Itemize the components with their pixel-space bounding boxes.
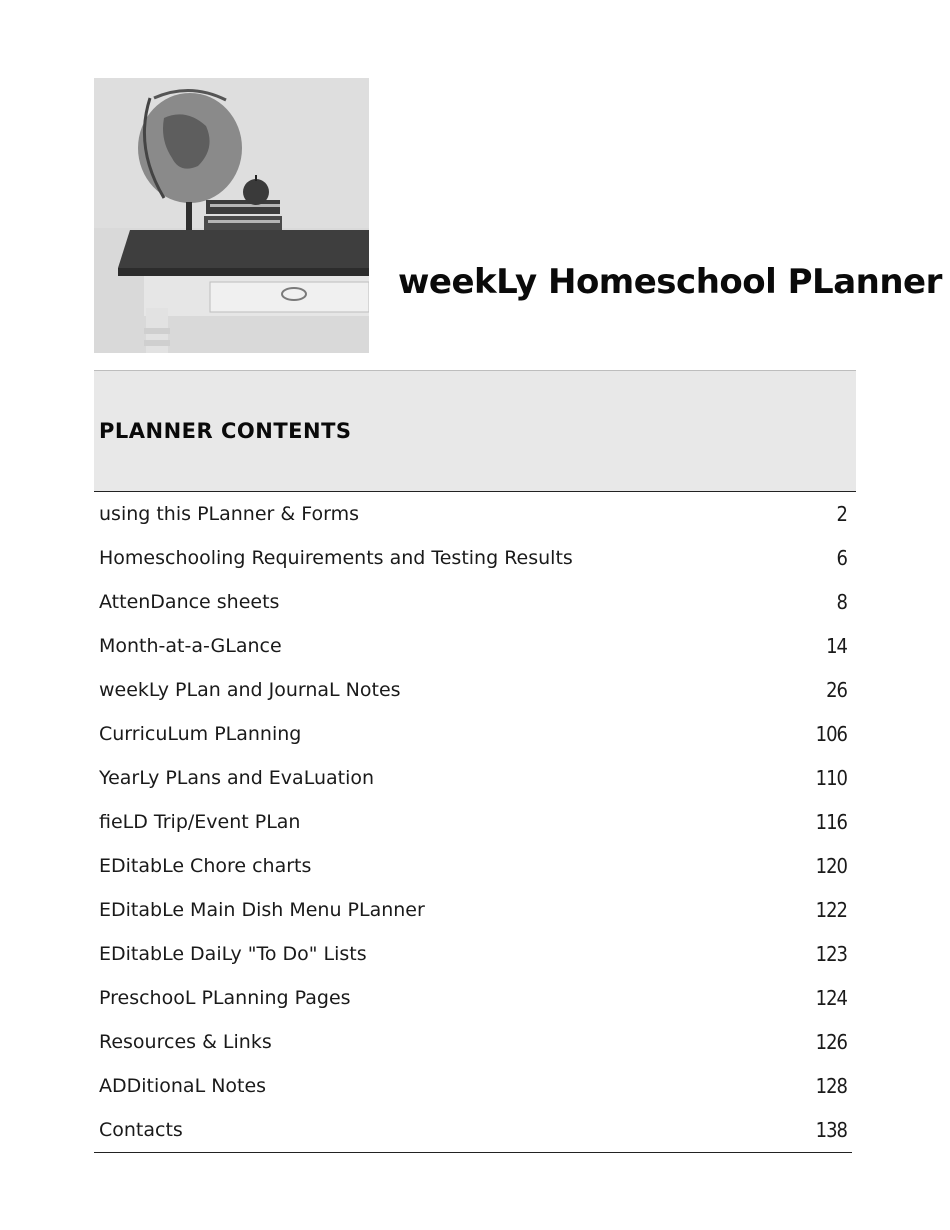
toc-entry[interactable] xyxy=(94,1108,852,1152)
toc-entry[interactable] xyxy=(94,624,852,668)
toc-entry-label: weekLy PLan and JournaL Notes xyxy=(99,679,401,701)
toc-entry-page: 14 xyxy=(826,634,847,658)
toc-entry[interactable] xyxy=(94,712,852,756)
toc-entry-page: 6 xyxy=(836,546,847,570)
toc-entry-label: Month-at-a-GLance xyxy=(99,635,282,657)
contents-header-band xyxy=(94,370,856,492)
toc-entry[interactable] xyxy=(94,932,852,976)
toc-entry-page: 124 xyxy=(815,986,847,1010)
toc-entry[interactable] xyxy=(94,800,852,844)
toc-entry-page: 26 xyxy=(826,678,847,702)
toc-entry-label: CurricuLum PLanning xyxy=(99,723,302,745)
toc-entry-page: 122 xyxy=(815,898,847,922)
toc-entry[interactable] xyxy=(94,1020,852,1064)
table-of-contents xyxy=(94,492,852,1153)
toc-entry[interactable] xyxy=(94,844,852,888)
toc-entry[interactable] xyxy=(94,1064,852,1108)
toc-entry-label: EDitabLe Main Dish Menu PLanner xyxy=(99,899,425,921)
cover-photo xyxy=(94,78,369,353)
toc-entry-page: 128 xyxy=(815,1074,847,1098)
toc-entry-page: 138 xyxy=(815,1118,847,1142)
toc-entry-page: 8 xyxy=(836,590,847,614)
page-title: weekLy Homeschool PLanner xyxy=(398,262,942,302)
toc-entry-page: 110 xyxy=(815,766,847,790)
toc-entry-label: AttenDance sheets xyxy=(99,591,280,613)
toc-entry-label: Contacts xyxy=(99,1119,183,1141)
globe-desk-photo-icon xyxy=(94,78,369,353)
toc-entry-label: EDitabLe DaiLy "To Do" Lists xyxy=(99,943,367,965)
contents-heading: PLANNER CONTENTS xyxy=(99,419,352,443)
toc-entry-label: using this PLanner & Forms xyxy=(99,503,359,525)
toc-entry-page: 126 xyxy=(815,1030,847,1054)
toc-entry[interactable] xyxy=(94,580,852,624)
toc-entry-page: 106 xyxy=(815,722,847,746)
toc-entry-page: 123 xyxy=(815,942,847,966)
toc-entry[interactable] xyxy=(94,976,852,1020)
toc-entry[interactable] xyxy=(94,888,852,932)
toc-entry-label: Homeschooling Requirements and Testing Results xyxy=(99,547,573,569)
toc-entry-page: 116 xyxy=(815,810,847,834)
toc-entry-label: YearLy PLans and EvaLuation xyxy=(99,767,375,789)
toc-entry[interactable] xyxy=(94,536,852,580)
toc-entry[interactable] xyxy=(94,756,852,800)
toc-entry-label: PreschooL PLanning Pages xyxy=(99,987,351,1009)
toc-entry-label: EDitabLe Chore charts xyxy=(99,855,312,877)
toc-entry-page: 120 xyxy=(815,854,847,878)
toc-entry-label: fieLD Trip/Event PLan xyxy=(99,811,301,833)
toc-entry[interactable] xyxy=(94,492,852,536)
toc-entry-label: ADDitionaL Notes xyxy=(99,1075,267,1097)
toc-entry-page: 2 xyxy=(836,502,847,526)
toc-entry-label: Resources & Links xyxy=(99,1031,272,1053)
toc-entry[interactable] xyxy=(94,668,852,712)
